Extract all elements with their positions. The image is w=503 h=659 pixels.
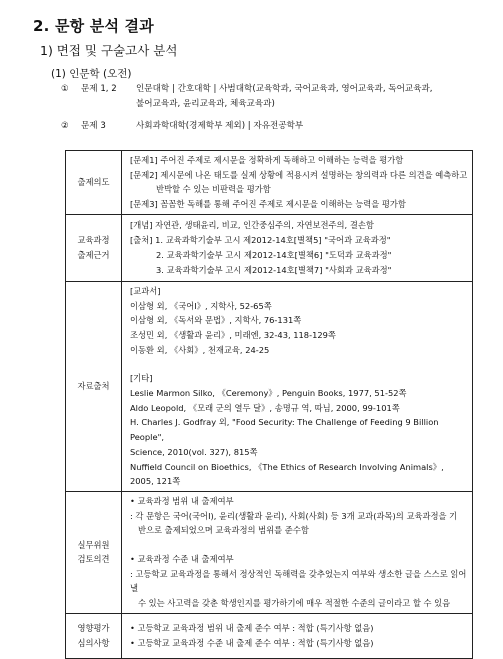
subheading: 1) 면접 및 구술고사 분석 (40, 43, 178, 58)
question-number: ② (61, 121, 69, 131)
question-label: 문제 1, 2 (81, 84, 117, 94)
label-line: 영향평가 (77, 623, 110, 634)
question-departments (136, 82, 456, 112)
departments-line: 인문대학 | 간호대학 | 사범대학(교육학과, 국어교육과, 영어교육과, 독어교육과, (136, 84, 433, 94)
label-line: 출제근거 (77, 249, 110, 260)
text-line: [개념] 자연관, 생태윤리, 비교, 인간중심주의, 자연보전주의, 결손함 (130, 220, 374, 231)
row-label: 자료출처 (66, 281, 122, 491)
row-label (66, 613, 122, 658)
row-content (122, 281, 473, 491)
row-content (122, 214, 473, 281)
source-line: 이삼형 외, 《국어Ⅰ》, 지학사, 52-65쪽 (130, 300, 272, 311)
question-row-1 (0, 82, 503, 114)
row-label: 출제의도 (66, 151, 122, 215)
row-sources (66, 281, 473, 491)
departments-line: 불어교육과, 윤리교육과, 체육교육과) (136, 99, 275, 109)
text-line: • 고등학교 교육과정 수준 내 출제 준수 여부 : 적합 (특기사항 없음) (130, 637, 374, 648)
question-departments (136, 119, 456, 134)
section-title: (1) 인문학 (오전) (51, 68, 132, 80)
source-line: 조성민 외, 《생활과 윤리》, 미래엔, 32-43, 118-129쪽 (130, 329, 336, 340)
bullet-title: • 교육과정 수준 내 출제여부 (130, 554, 234, 565)
label-line: 교육과정 (77, 235, 110, 246)
text-line: [문제3] 꼼꼼한 독해를 통해 주어진 주제로 제시문을 이해하는 능력을 평가함 (130, 199, 406, 210)
bullet-title: • 교육과정 범위 내 출제여부 (130, 495, 234, 506)
row-review (66, 491, 473, 613)
label-line: 실무위원 (77, 539, 110, 550)
row-impact (66, 613, 473, 658)
source-line: Leslie Marmon Silko, 《Ceremony》, Penguin Books, 1977, 51-52쪽 (130, 388, 407, 399)
row-label (66, 491, 122, 613)
source-line: 이동환 외, 《사회》, 천재교육, 24-25 (130, 344, 270, 355)
other-header: [기타] (130, 373, 153, 384)
text-line: 2. 교육과학기술부 고시 제2012-14호[별책6] "도덕과 교육과정" (156, 249, 392, 260)
question-label: 문제 3 (81, 121, 106, 131)
text-line: • 고등학교 교육과정 범위 내 출제 준수 여부 : 적합 (특기사항 없음) (130, 623, 374, 634)
text-line: [출처] 1. 교육과학기술부 고시 제2012-14호[별책5] "국어과 교육과정" (130, 235, 391, 246)
row-label (66, 214, 122, 281)
question-number: ① (61, 84, 69, 94)
spacer (130, 538, 468, 552)
label-line: 심의사항 (77, 637, 110, 648)
text-line: 반박할 수 있는 비판력을 평가함 (156, 184, 271, 195)
row-intent (66, 151, 473, 215)
departments-line: 사회과학대학(경제학부 제외) | 자유전공학부 (136, 121, 304, 131)
source-line: Aldo Leopold, 《모래 군의 열두 달》, 송명규 역, 따님, 2000, 99-101쪽 (130, 402, 400, 413)
row-content (122, 151, 473, 215)
text-line: 3. 교육과학기술부 고시 제2012-14호[별책7] "사회과 교육과정" (156, 264, 392, 275)
source-line: 이삼형 외, 《독서와 문법》, 지학사, 76-131쪽 (130, 315, 302, 326)
text-line: 수 있는 사고력을 갖춘 학생인지를 평가하기에 매우 적절한 수준의 글이라고 할 수 있음 (138, 598, 451, 609)
source-line: Science, 2010(vol. 327), 815쪽 (130, 446, 258, 457)
spacer (130, 357, 468, 371)
text-line: 반으로 출제되었으며 교육과정의 범위를 준수함 (138, 525, 309, 536)
label-line: 검토의견 (77, 554, 110, 565)
text-line: [문제1] 주어진 주제로 제시문을 정확하게 독해하고 이해하는 능력을 평가함 (130, 155, 404, 165)
heading: 2. 문항 분석 결과 (33, 17, 154, 35)
text-line: : 각 문항은 국어(국어Ⅰ), 윤리(생활과 윤리), 사회(사회) 등 3개 교과(과목)의 교육과정을 기 (130, 510, 458, 521)
question-row-2 (0, 119, 503, 135)
textbook-header: [교과서] (130, 285, 161, 296)
text-line: [문제2] 제시문에 나온 태도를 실제 상황에 적용시켜 설명하는 창의력과 다른 의견을 예측하고 (130, 169, 468, 180)
row-content (122, 613, 473, 658)
source-line: Nuffield Council on Bioethics, 《The Ethics of Research Involving Animals》, 2005, 121쪽 (130, 461, 444, 487)
text-line: : 고등학교 교육과정을 통해서 정상적인 독해력을 갖추었는지 여부와 생소한 글을 스스로 읽어낼 (130, 568, 467, 594)
row-content (122, 491, 473, 613)
source-line: H. Charles J. Godfray 외, "Food Security: The Challenge of Feeding 9 Billion People", (130, 417, 439, 443)
row-curriculum (66, 214, 473, 281)
analysis-table (65, 150, 473, 659)
